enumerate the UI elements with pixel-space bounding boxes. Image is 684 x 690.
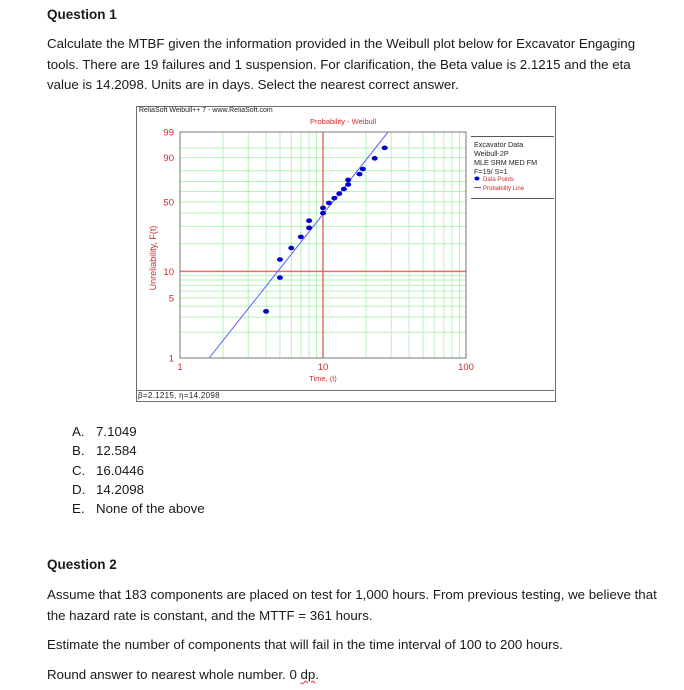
legend-line-2: Weibull-2P: [474, 149, 509, 158]
svg-text:90: 90: [163, 153, 174, 165]
svg-text:10: 10: [163, 266, 174, 278]
question-2-title: Question 2: [47, 557, 117, 572]
option-e[interactable]: E. None of the above: [72, 501, 205, 517]
option-b[interactable]: B. 12.584: [72, 443, 137, 459]
svg-text:99: 99: [163, 127, 174, 139]
question-2-para-1: Assume that 183 components are placed on test for 1,000 hours. From previous testing, we believe that the hazard rate is constant, and the MTTF = 361 hours.: [47, 587, 657, 623]
data-point: [326, 201, 332, 206]
x-axis-label: Time, (t): [309, 374, 337, 383]
data-point: [345, 182, 351, 187]
option-c[interactable]: C. 16.0446: [72, 462, 145, 478]
data-point: [298, 235, 304, 240]
chart-legend: [471, 136, 554, 199]
data-point: [372, 156, 378, 161]
data-point: [341, 187, 347, 192]
x-tick-labels: [177, 362, 474, 373]
data-point: [288, 246, 294, 251]
legend-entry-probability-line: Probability Line: [474, 185, 554, 194]
y-tick-labels: [163, 128, 174, 365]
option-d[interactable]: D. 14.2098: [72, 481, 145, 497]
chart-title: Probability - Weibull: [310, 117, 377, 126]
spellcheck-underlined-word: dp: [300, 667, 316, 682]
parameter-text: β=2.1215, η=14.2098: [138, 391, 220, 400]
svg-text:5: 5: [168, 293, 174, 305]
data-point: [331, 196, 337, 201]
data-point: [277, 257, 283, 262]
data-point: [320, 206, 326, 211]
data-point: [306, 226, 312, 231]
data-point: [277, 275, 283, 280]
line-marker-icon: [474, 185, 483, 194]
data-point: [263, 309, 269, 314]
option-a[interactable]: A. 7.1049: [72, 424, 137, 439]
svg-text:1: 1: [168, 353, 174, 365]
data-point: [320, 211, 326, 216]
data-point: [345, 178, 351, 183]
answer-options: [72, 422, 205, 518]
legend-entry-data-points: Data Points: [474, 176, 554, 185]
question-1-body: Calculate the MTBF given the information provided in the Weibull plot below for Excavator Engaging tools. There are 19 failures and 1 suspension. For clarification, the Beta value is 2.1215 and the eta value is 14.2098. Units are in days. Select the nearest correct answer.: [47, 36, 636, 92]
svg-text:100: 100: [458, 362, 474, 373]
data-point: [357, 172, 363, 177]
data-point: [360, 167, 366, 172]
data-point: [336, 191, 342, 196]
dot-marker-icon: [474, 176, 483, 185]
legend-line-4: F=19/ S=1: [474, 167, 508, 176]
y-axis-label: Unreliability, F(t): [148, 225, 158, 291]
svg-text:50: 50: [163, 197, 174, 209]
svg-text:1: 1: [177, 362, 183, 373]
legend-line-3: MLE SRM MED FM: [474, 158, 538, 167]
probability-line: [209, 132, 388, 358]
question-2-para-2: Estimate the number of components that will fail in the time interval of 100 to 200 hours.: [47, 637, 563, 652]
svg-text:10: 10: [317, 362, 329, 373]
legend-line-1: Excavator Data: [474, 140, 524, 149]
data-point: [306, 218, 312, 223]
parameter-footer: [136, 390, 554, 401]
app-header: ReliaSoft Weibull++ 7 - www.ReliaSoft.com: [139, 107, 273, 114]
data-point: [382, 146, 388, 151]
question-1-title: Question 1: [47, 7, 117, 22]
question-2-para-3: Round answer to nearest whole number. 0 dp.: [47, 667, 320, 682]
